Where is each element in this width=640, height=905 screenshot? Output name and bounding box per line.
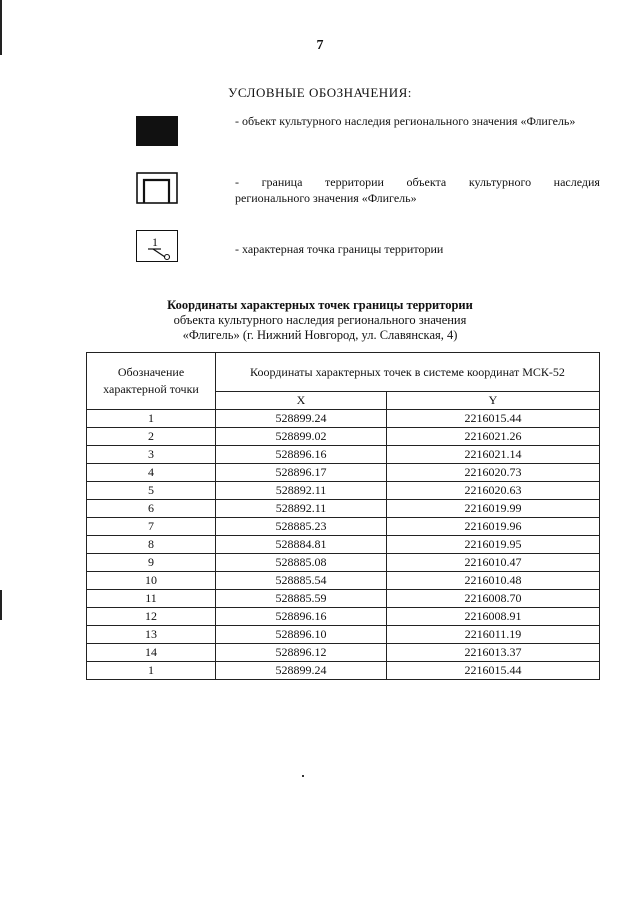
- stray-dot: [302, 775, 304, 777]
- cell-y: 2216008.91: [387, 608, 600, 626]
- table-body: [87, 410, 600, 680]
- point-marker-box: [136, 230, 178, 262]
- cell-point: 1: [87, 662, 216, 680]
- table-row: [87, 446, 600, 464]
- cell-y: 2216019.99: [387, 500, 600, 518]
- legend-title: УСЛОВНЫЕ ОБОЗНАЧЕНИЯ:: [228, 85, 412, 100]
- cell-y: 2216013.37: [387, 644, 600, 662]
- legend-text-boundary-line1: - граница территории объекта культурного наследия: [235, 175, 600, 189]
- cell-point: 8: [87, 536, 216, 554]
- cell-x: 528892.11: [216, 482, 387, 500]
- cell-x: 528899.24: [216, 662, 387, 680]
- cell-x: 528885.59: [216, 590, 387, 608]
- page-number: 7: [316, 38, 324, 53]
- table-row: [87, 608, 600, 626]
- cell-x: 528896.10: [216, 626, 387, 644]
- cell-x: 528885.08: [216, 554, 387, 572]
- caption-line2: объекта культурного наследия регионального значения: [173, 313, 467, 327]
- cell-x: 528885.54: [216, 572, 387, 590]
- table-caption: [0, 298, 640, 343]
- header-coords: Координаты характерных точек в системе координат МСК-52: [216, 353, 600, 392]
- cell-x: 528892.11: [216, 500, 387, 518]
- cell-x: 528899.24: [216, 410, 387, 428]
- cell-y: 2216015.44: [387, 662, 600, 680]
- coordinates-table: [86, 352, 600, 680]
- cell-point: 10: [87, 572, 216, 590]
- point-marker-label: 1: [152, 235, 158, 249]
- cell-y: 2216019.96: [387, 518, 600, 536]
- cell-y: 2216021.14: [387, 446, 600, 464]
- cell-point: 1: [87, 410, 216, 428]
- cell-y: 2216015.44: [387, 410, 600, 428]
- table-row: [87, 500, 600, 518]
- caption-line3: «Флигель» (г. Нижний Новгород, ул. Славянская, 4): [182, 328, 458, 342]
- table-row: [87, 644, 600, 662]
- cell-x: 528896.17: [216, 464, 387, 482]
- cell-point: 12: [87, 608, 216, 626]
- cell-point: 7: [87, 518, 216, 536]
- header-x: X: [216, 392, 387, 410]
- table-row: [87, 410, 600, 428]
- table-row: [87, 662, 600, 680]
- cell-point: 2: [87, 428, 216, 446]
- table-row: [87, 554, 600, 572]
- cell-y: 2216010.47: [387, 554, 600, 572]
- table-row: [87, 626, 600, 644]
- cell-x: 528896.16: [216, 608, 387, 626]
- legend-text-boundary-line2: регионального значения «Флигель»: [235, 191, 417, 205]
- table-row: [87, 572, 600, 590]
- legend-text-object: - объект культурного наследия регионального значения «Флигель»: [235, 114, 576, 128]
- cell-x: 528885.23: [216, 518, 387, 536]
- cell-x: 528896.16: [216, 446, 387, 464]
- boundary-corner-icon: [136, 172, 178, 204]
- table-row: [87, 464, 600, 482]
- cell-point: 3: [87, 446, 216, 464]
- header-y: Y: [387, 392, 600, 410]
- scan-edge-mark: [0, 590, 2, 620]
- table-row: [87, 590, 600, 608]
- table-row: [87, 482, 600, 500]
- cell-x: 528896.12: [216, 644, 387, 662]
- header-point: Обозначение характерной точки: [87, 353, 216, 410]
- cell-point: 13: [87, 626, 216, 644]
- cell-point: 4: [87, 464, 216, 482]
- cell-point: 6: [87, 500, 216, 518]
- cell-y: 2216008.70: [387, 590, 600, 608]
- cell-y: 2216011.19: [387, 626, 600, 644]
- cell-y: 2216020.73: [387, 464, 600, 482]
- table-row: [87, 518, 600, 536]
- point-marker-icon: [137, 231, 177, 261]
- caption-title: Координаты характерных точек границы территории: [167, 298, 473, 312]
- legend-text-point: - характерная точка границы территории: [235, 242, 444, 256]
- cell-y: 2216021.26: [387, 428, 600, 446]
- cell-point: 9: [87, 554, 216, 572]
- filled-rectangle-icon: [136, 116, 178, 146]
- table-row: [87, 428, 600, 446]
- cell-y: 2216020.63: [387, 482, 600, 500]
- legend-text-boundary: [235, 174, 600, 206]
- table-row: [87, 536, 600, 554]
- cell-x: 528899.02: [216, 428, 387, 446]
- cell-y: 2216010.48: [387, 572, 600, 590]
- cell-y: 2216019.95: [387, 536, 600, 554]
- cell-point: 5: [87, 482, 216, 500]
- cell-point: 14: [87, 644, 216, 662]
- cell-point: 11: [87, 590, 216, 608]
- cell-x: 528884.81: [216, 536, 387, 554]
